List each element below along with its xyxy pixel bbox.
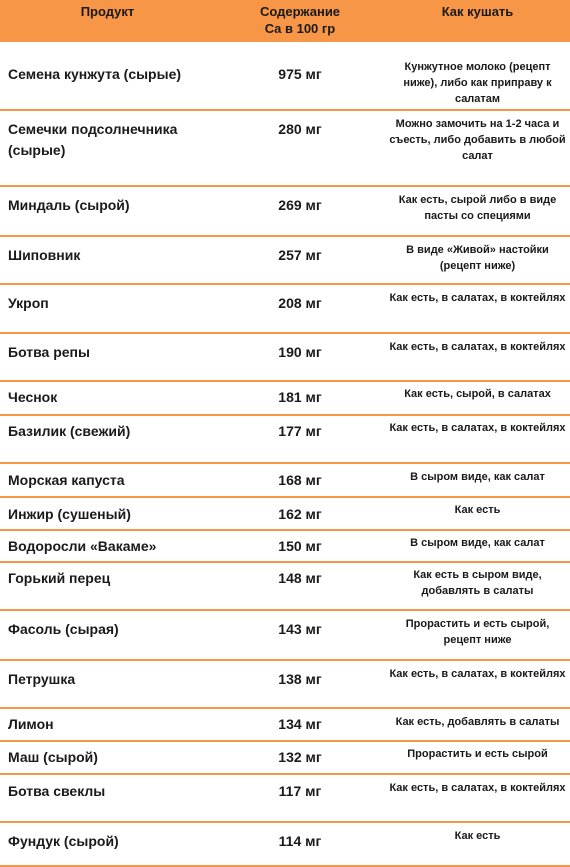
table-row — [0, 708, 570, 741]
header-content: Содержание Ca в 100 гр — [259, 4, 341, 36]
product-cell: Укроп — [0, 284, 215, 333]
table-row — [0, 236, 570, 284]
header-how-to-eat: Как кушать — [441, 4, 514, 19]
table-row — [0, 381, 570, 415]
table-row — [0, 333, 570, 381]
content-cell: 143 мг — [215, 610, 385, 660]
product-cell: Петрушка — [0, 660, 215, 708]
how-to-eat-cell: Прорастить и есть сырой — [385, 741, 570, 774]
table-row — [0, 415, 570, 463]
how-to-eat-cell: Кунжутное молоко (рецепт ниже), либо как приправу к салатам — [385, 42, 570, 110]
how-to-eat-cell: Как есть, в салатах, в коктейлях — [385, 415, 570, 463]
table-row — [0, 463, 570, 497]
product-cell: Инжир (сушеный) — [0, 497, 215, 530]
content-cell: 975 мг — [215, 42, 385, 110]
how-to-eat-cell: Как есть, добавлять в салаты — [385, 708, 570, 741]
how-to-eat-cell: Как есть — [385, 497, 570, 530]
table-row — [0, 610, 570, 660]
content-cell: 148 мг — [215, 562, 385, 610]
table-row — [0, 42, 570, 110]
content-cell: 117 мг — [215, 774, 385, 822]
content-cell: 114 мг — [215, 822, 385, 866]
how-to-eat-cell: Как есть, в салатах, в коктейлях — [385, 660, 570, 708]
product-cell: Чеснок — [0, 381, 215, 415]
how-to-eat-cell: Как есть, сырой, в салатах — [385, 381, 570, 415]
how-to-eat-cell: В сыром виде, как салат — [385, 530, 570, 562]
how-to-eat-cell: Как есть, сырой либо в виде пасты со специями — [385, 186, 570, 236]
table-row — [0, 110, 570, 186]
product-cell: Ботва репы — [0, 333, 215, 381]
content-cell: 181 мг — [215, 381, 385, 415]
how-to-eat-cell: В виде «Живой» настойки (рецепт ниже) — [385, 236, 570, 284]
content-cell: 190 мг — [215, 333, 385, 381]
content-cell: 134 мг — [215, 708, 385, 741]
product-cell: Миндаль (сырой) — [0, 186, 215, 236]
content-cell: 132 мг — [215, 741, 385, 774]
content-cell: 269 мг — [215, 186, 385, 236]
table-row — [0, 741, 570, 774]
table-row — [0, 562, 570, 610]
table-row — [0, 530, 570, 562]
content-cell: 257 мг — [215, 236, 385, 284]
content-cell: 177 мг — [215, 415, 385, 463]
how-to-eat-cell: Как есть, в салатах, в коктейлях — [385, 774, 570, 822]
product-cell: Ботва свеклы — [0, 774, 215, 822]
content-cell: 280 мг — [215, 110, 385, 186]
how-to-eat-cell: Можно замочить на 1-2 часа и съесть, либо добавить в любой салат — [385, 110, 570, 186]
product-cell: Фундук (сырой) — [0, 822, 215, 866]
content-cell: 208 мг — [215, 284, 385, 333]
product-cell: Маш (сырой) — [0, 741, 215, 774]
how-to-eat-cell: Как есть, в салатах, в коктейлях — [385, 284, 570, 333]
table-row — [0, 774, 570, 822]
how-to-eat-cell: Как есть в сыром виде, добавлять в салаты — [385, 562, 570, 610]
table-row — [0, 284, 570, 333]
product-cell: Шиповник — [0, 236, 215, 284]
table-row — [0, 497, 570, 530]
header-product: Продукт — [80, 4, 135, 19]
product-cell: Морская капуста — [0, 463, 215, 497]
content-cell: 168 мг — [215, 463, 385, 497]
table-header-row — [0, 0, 570, 42]
product-cell: Водоросли «Вакаме» — [0, 530, 215, 562]
how-to-eat-cell: Прорастить и есть сырой, рецепт ниже — [385, 610, 570, 660]
content-cell: 162 мг — [215, 497, 385, 530]
how-to-eat-cell: Как есть — [385, 822, 570, 866]
product-cell: Базилик (свежий) — [0, 415, 215, 463]
product-cell: Лимон — [0, 708, 215, 741]
product-cell: Семена кунжута (сырые) — [0, 42, 215, 110]
table-row — [0, 186, 570, 236]
content-cell: 138 мг — [215, 660, 385, 708]
product-cell: Фасоль (сырая) — [0, 610, 215, 660]
table-row — [0, 660, 570, 708]
product-cell: Семечки подсолнечника (сырые) — [0, 110, 215, 186]
product-cell: Горький перец — [0, 562, 215, 610]
table-row — [0, 822, 570, 866]
how-to-eat-cell: Как есть, в салатах, в коктейлях — [385, 333, 570, 381]
content-cell: 150 мг — [215, 530, 385, 562]
how-to-eat-cell: В сыром виде, как салат — [385, 463, 570, 497]
